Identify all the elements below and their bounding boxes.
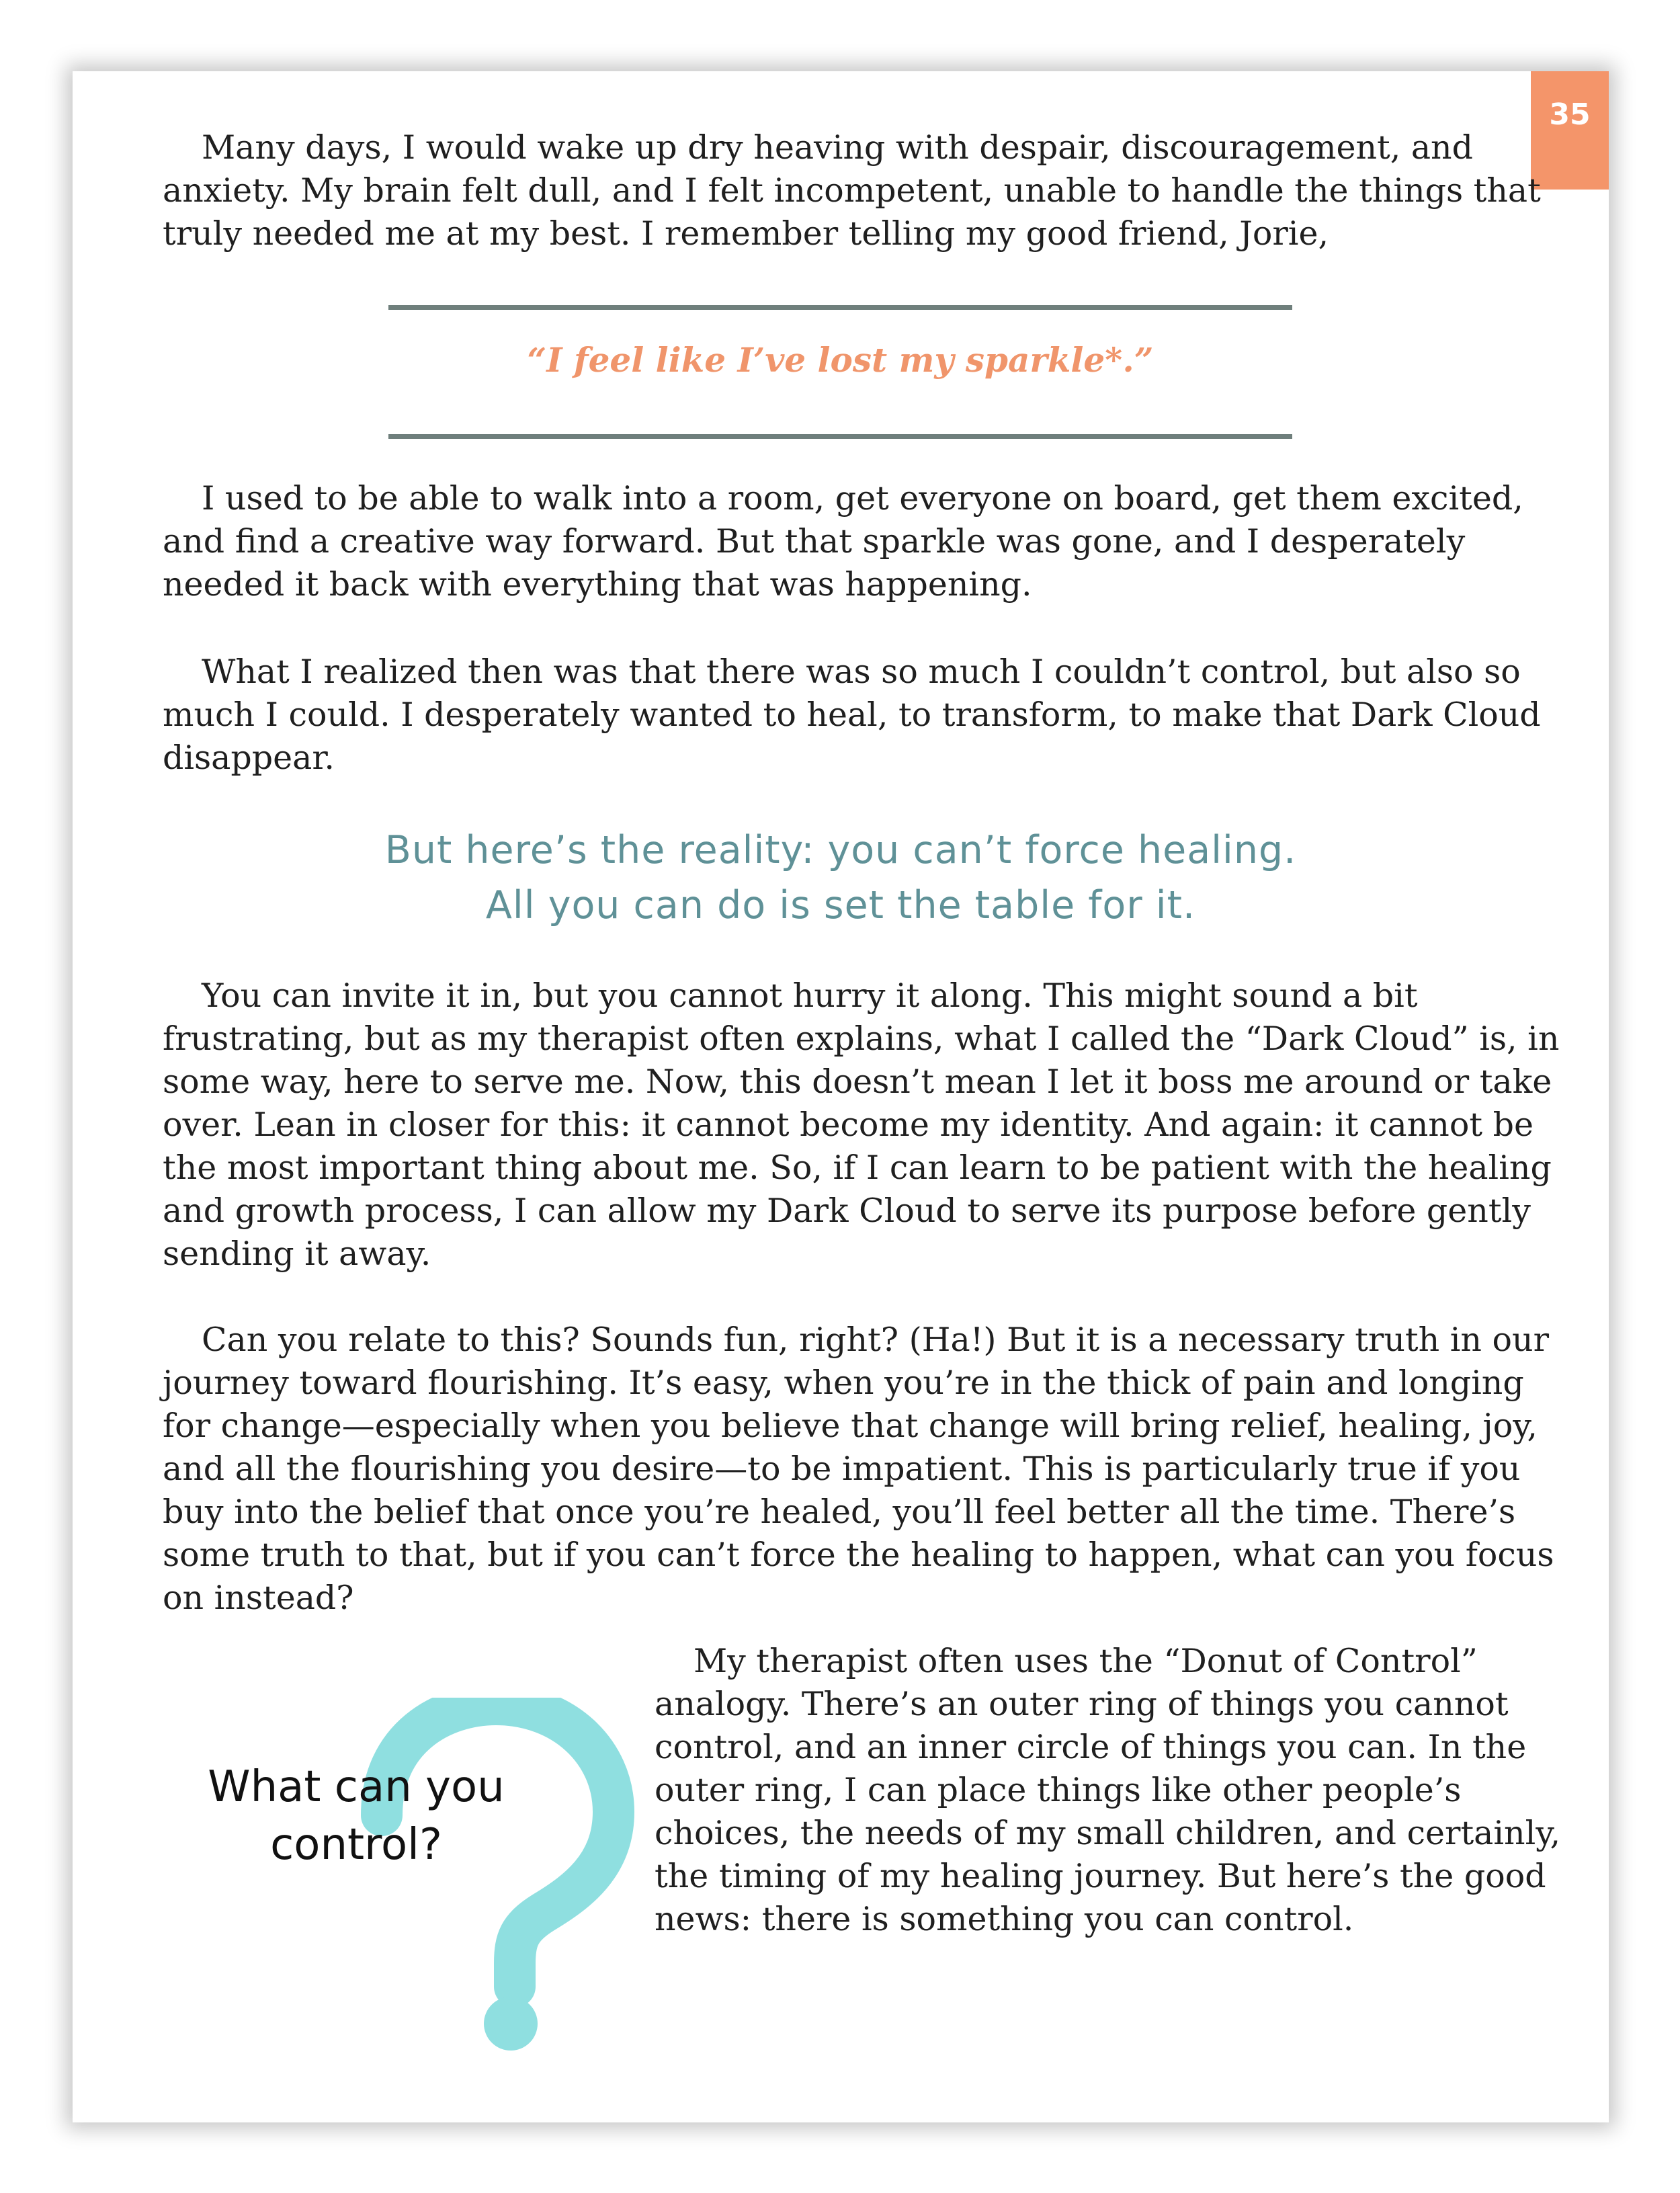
question-mark-icon [355, 1698, 637, 2061]
paragraph-4: You can invite it in, but you cannot hurry it along. This might sound a bit frustrating, but as my therapist often explains, what I called the “Dark Cloud” is, in some way, here to serve me. Now, this doesn’t mean I let it boss me around or take over. Lean in closer for this: it cannot become my identity. And again: it cannot be the most important thing about me. So, if I can learn to be patient with the healing and growth process, I can allow my Dark Cloud to serve its purpose before gently sending it away. [163, 977, 1560, 1273]
pull-quote-top-rule [388, 305, 1292, 310]
pull-quote: “I feel like I’ve lost my sparkle*.” [527, 340, 1154, 380]
paragraph-2: I used to be able to walk into a room, get everyone on board, get them excited, and find a creative way forward. But that sparkle was gone, and I desperately needed it back with everything that was happening. [163, 479, 1523, 604]
page-number-tab: 35 [1531, 71, 1609, 190]
question-label-line-2: control? [270, 1820, 442, 1870]
paragraph-6: My therapist often uses the “Donut of Control” analogy. There’s an outer ring of things you cannot control, and an inner circle of things you can. In the outer ring, I can place things like other people’s choices, the needs of my small children, and certainly, the timing of my healing journey. But here’s the good news: there is something you can control. [655, 1642, 1561, 1938]
question-graphic-label [155, 1758, 558, 1874]
book-page [73, 71, 1609, 2122]
question-label-line-1: What can you [208, 1762, 505, 1812]
paragraph-5: Can you relate to this? Sounds fun, right? (Ha!) But it is a necessary truth in our journey toward flourishing. It’s easy, when you’re in the thick of pain and longing for change—especially when you believe that change will bring relief, healing, joy, and all the flourishing you desire—to be impatient. This is particularly true if you buy into the belief that once you’re healed, you’ll feel better all the time. There’s some truth to that, but if you can’t force the healing to happen, what can you focus on instead? [163, 1321, 1554, 1617]
callout-line-1: But here’s the reality: you can’t force healing. [384, 828, 1297, 872]
paragraph-1: Many days, I would wake up dry heaving with despair, discouragement, and anxiety. My brain felt dull, and I felt incompetent, unable to handle the things that truly needed me at my best. I remember telling my good friend, Jorie, [163, 128, 1541, 253]
callout-line-2: All you can do is set the table for it. [485, 883, 1196, 927]
paragraph-3: What I realized then was that there was so much I couldn’t control, but also so much I could. I desperately wanted to heal, to transform, to make that Dark Cloud disappear. [163, 653, 1541, 777]
callout-statement [73, 823, 1609, 933]
pull-quote-bottom-rule [388, 434, 1292, 439]
